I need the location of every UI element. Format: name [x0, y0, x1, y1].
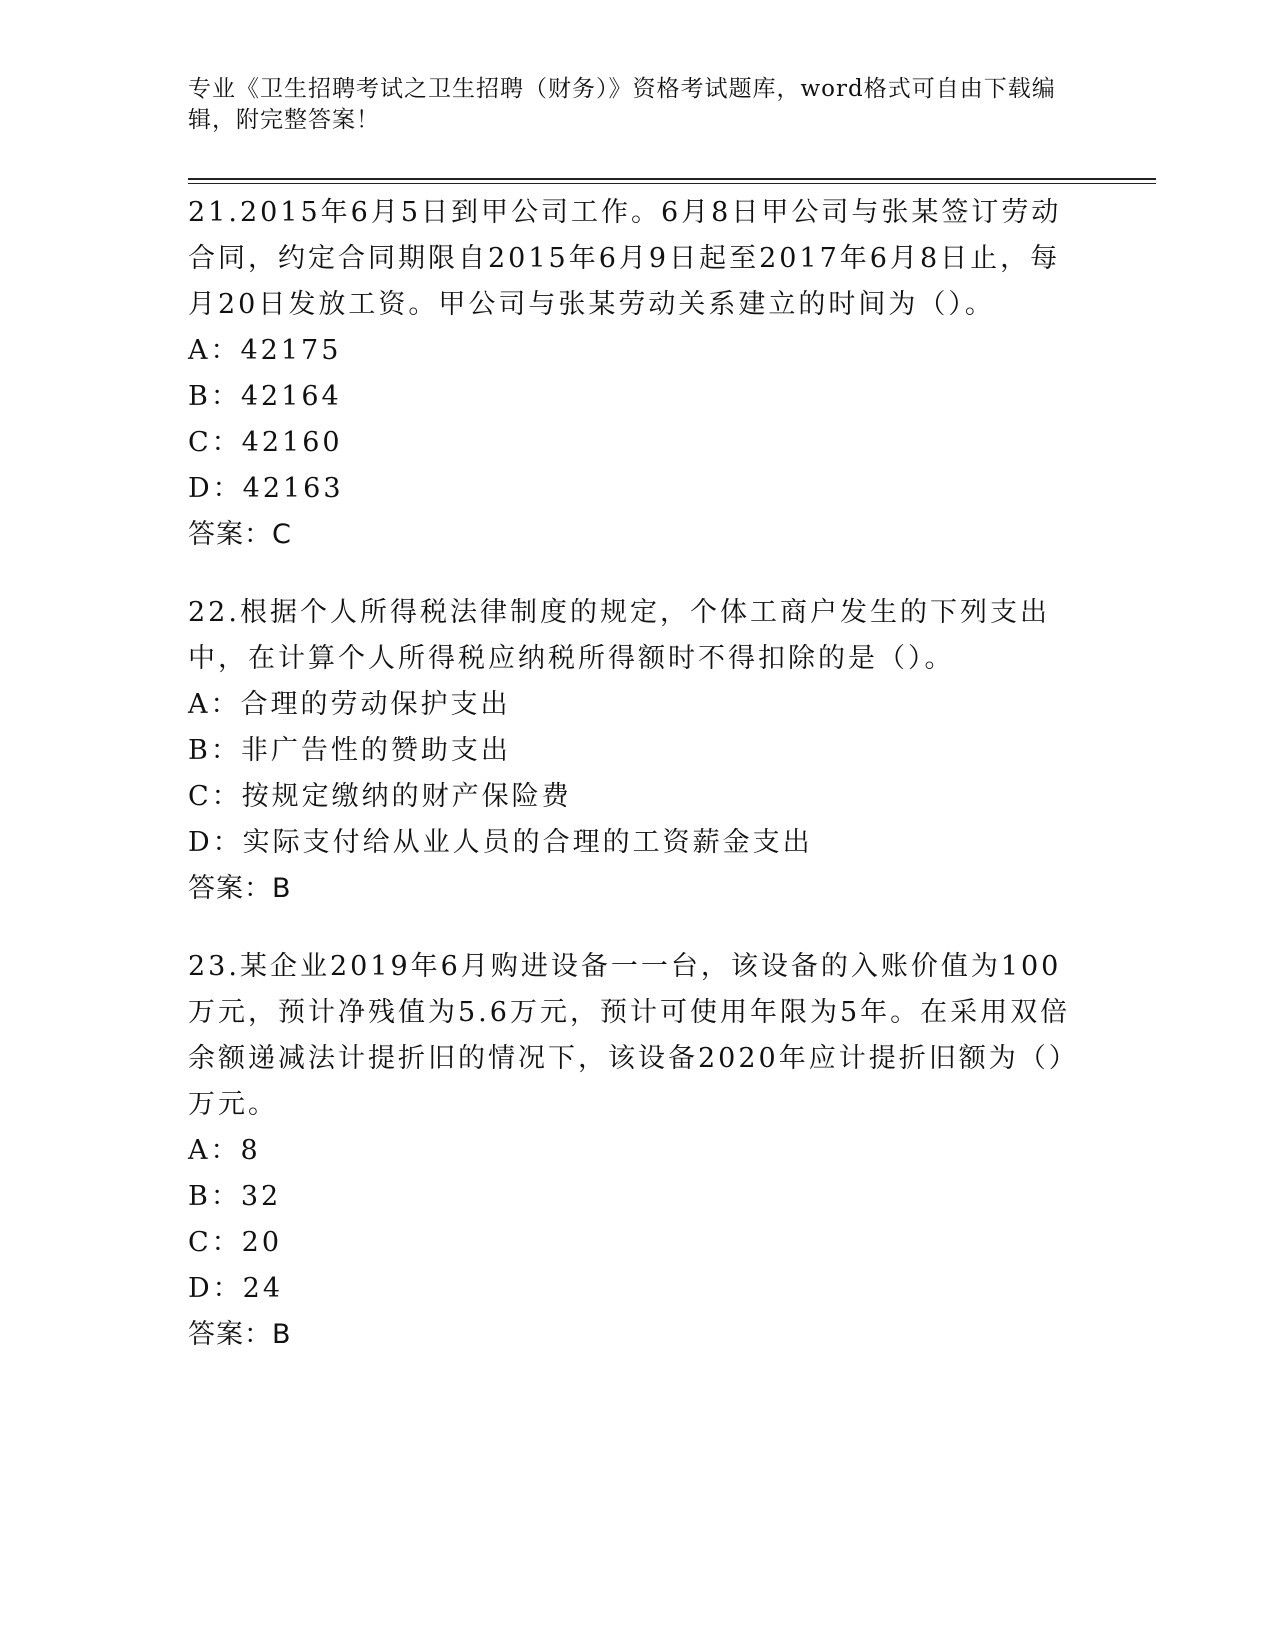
- option-list: [188, 1128, 1088, 1312]
- document-intro: 专业《卫生招聘考试之卫生招聘（财务）》资格考试题库，word格式可自由下载编辑，附完整答案！: [188, 76, 1056, 133]
- option-a: A：42175: [188, 335, 342, 366]
- option-d: D：42163: [188, 473, 344, 504]
- option-c: C：20: [188, 1227, 283, 1258]
- question-stem: 21.2015年6月5日到甲公司工作。6月8日甲公司与张某签订劳动合同，约定合同期限自2015年6月9日起至2017年6月8日止，每月20日发放工资。甲公司与张某劳动关系建立的时间为（）。: [188, 197, 1062, 320]
- answer-line: 答案：C: [188, 519, 292, 550]
- answer-line: 答案：B: [188, 873, 292, 904]
- option-d: D：24: [188, 1273, 284, 1304]
- option-c: C：按规定缴纳的财产保险费: [188, 781, 572, 812]
- option-b: B：32: [188, 1181, 282, 1212]
- option-d: D：实际支付给从业人员的合理的工资薪金支出: [188, 827, 813, 858]
- option-c: C：42160: [188, 427, 343, 458]
- option-a: A：合理的劳动保护支出: [188, 689, 511, 720]
- option-a: A：8: [188, 1135, 261, 1166]
- option-list: [188, 682, 1088, 866]
- question-22: [188, 590, 1088, 912]
- header-rule-thick: [188, 178, 1156, 180]
- header-rule-thin: [188, 183, 1156, 184]
- option-b: B：42164: [188, 381, 342, 412]
- answer-line: 答案：B: [188, 1319, 292, 1350]
- question-list: [188, 190, 1088, 1390]
- question-23: [188, 944, 1088, 1358]
- question-stem: 22.根据个人所得税法律制度的规定，个体工商户发生的下列支出中，在计算个人所得税应纳税所得额时不得扣除的是（）。: [188, 597, 1050, 674]
- question-stem: 23.某企业2019年6月购进设备一一台，该设备的入账价值为100万元，预计净残值为5.6万元，预计可使用年限为5年。在采用双倍余额递减法计提折旧的情况下，该设备2020年应计提折旧额为（）万元。: [188, 951, 1079, 1120]
- question-21: [188, 190, 1088, 558]
- option-b: B：非广告性的赞助支出: [188, 735, 511, 766]
- option-list: [188, 328, 1088, 512]
